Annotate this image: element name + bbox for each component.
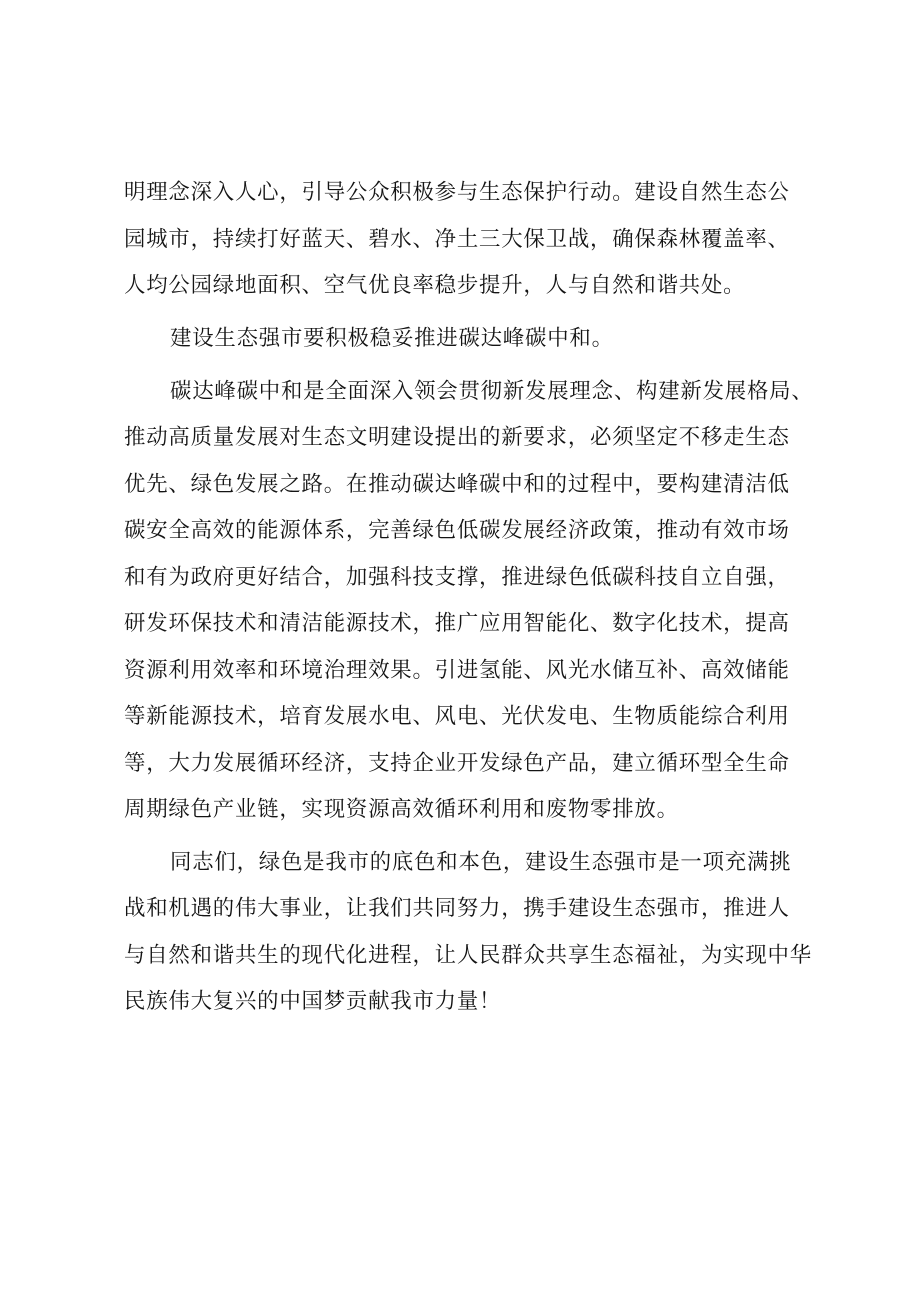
paragraph-3-line-8: 等新能源技术，培育发展水电、风电、光伏发电、生物质能综合利用: [124, 704, 790, 729]
paragraph-3-line-4: 碳安全高效的能源体系，完善绿色低碳发展经济政策，推动有效市场: [124, 518, 790, 543]
paragraph-3-line-10: 周期绿色产业链，实现资源高效循环利用和废物零排放。: [124, 797, 679, 822]
paragraph-3-line-3: 优先、绿色发展之路。在推动碳达峰碳中和的过程中，要构建清洁低: [124, 472, 790, 497]
paragraph-4-line-3: 与自然和谐共生的现代化进程，让人民群众共享生态福祉，为实现中华: [124, 943, 812, 968]
paragraph-3-line-6: 研发环保技术和清洁能源技术，推广应用智能化、数字化技术，提高: [124, 611, 790, 636]
paragraph-4-line-4: 民族伟大复兴的中国梦贡献我市力量！: [124, 989, 502, 1014]
paragraph-3-line-7: 资源利用效率和环境治理效果。引进氢能、风光水储互补、高效储能: [124, 658, 790, 683]
paragraph-3-line-9: 等，大力发展循环经济，支持企业开发绿色产品，建立循环型全生命: [124, 751, 790, 776]
paragraph-2-line-1: 建设生态强市要积极稳妥推进碳达峰碳中和。: [170, 326, 614, 351]
paragraph-1-line-3: 人均公园绿地面积、空气优良率稳步提升，人与自然和谐共处。: [124, 273, 746, 298]
paragraph-4-line-2: 战和机遇的伟大事业，让我们共同努力，携手建设生态强市，推进人: [124, 896, 790, 921]
paragraph-3-line-5: 和有为政府更好结合，加强科技支撑，推进绿色低碳科技自立自强，: [124, 565, 790, 590]
paragraph-3-line-1: 碳达峰碳中和是全面深入领会贯彻新发展理念、构建新发展格局、: [170, 379, 814, 404]
paragraph-4-line-1: 同志们，绿色是我市的底色和本色，建设生态强市是一项充满挑: [170, 850, 792, 875]
paragraph-3-line-2: 推动高质量发展对生态文明建设提出的新要求，必须坚定不移走生态: [124, 425, 790, 450]
paragraph-1-line-2: 园城市，持续打好蓝天、碧水、净土三大保卫战，确保森林覆盖率、: [124, 227, 790, 252]
paragraph-1-line-1: 明理念深入人心，引导公众积极参与生态保护行动。建设自然生态公: [124, 180, 790, 205]
